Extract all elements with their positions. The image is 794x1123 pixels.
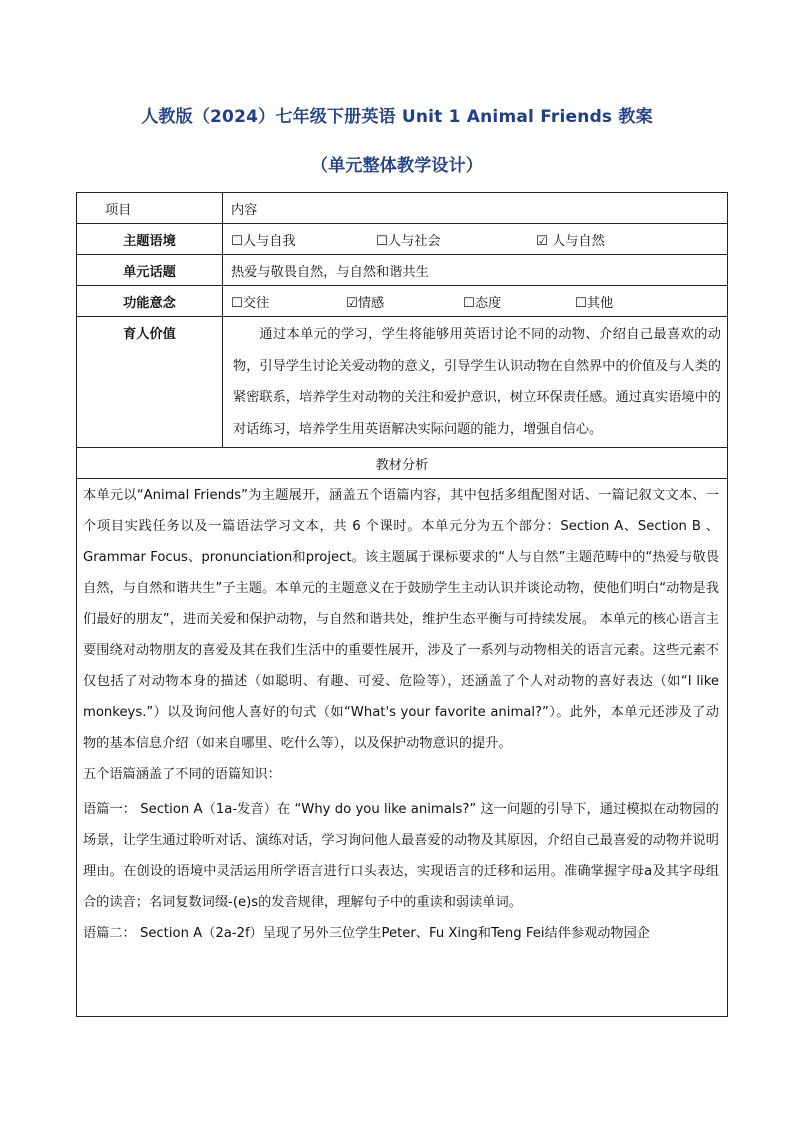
- checkbox-icon[interactable]: ☐: [231, 233, 243, 249]
- function-label: 功能意念: [77, 286, 223, 317]
- table-row: [77, 448, 728, 479]
- document-subtitle: （单元整体教学设计）: [311, 156, 483, 176]
- document-title: 人教版（2024）七年级下册英语 Unit 1 Animal Friends 教案: [141, 107, 653, 127]
- checkbox-checked-icon[interactable]: ☑: [536, 233, 548, 249]
- analysis-paragraph-text2: 语篇二： Section A（2a-2f）呈现了另外三位学生Peter、Fu Xing和Teng Fei结伴参观动物园企: [83, 926, 650, 941]
- theme-option-nature[interactable]: ☑ 人与自然: [536, 233, 605, 249]
- checkbox-icon: ☐: [231, 295, 243, 311]
- table-row: [77, 224, 728, 255]
- checkbox-icon[interactable]: ☐: [376, 233, 388, 249]
- function-option-attitude[interactable]: ☐态度: [463, 295, 502, 311]
- function-option-emotion[interactable]: ☑情感: [346, 295, 385, 311]
- theme-option-self[interactable]: ☐人与自我: [231, 233, 296, 249]
- function-option-communication[interactable]: ☐交往: [231, 295, 270, 311]
- analysis-paragraph-intro: 五个语篇涵盖了不同的语篇知识：: [83, 767, 281, 782]
- analysis-paragraph-text1: 语篇一： Section A（1a-发音）在 “Why do you like animals?” 这一问题的引导下，通过模拟在动物园的场景，让学生通过聆听对话、演练对话，学习询问他人最喜爱的动物及其原因，介绍自己最喜爱的动物并说明理由。在创设的语境中灵活运用所学语言进行口头表达，实现语言的迁移和运用。准确掌握字母a及其字母组合的读音；名词复数词缀-(e)s的发音规律，理解句子中的重读和弱读单词。: [83, 802, 719, 910]
- table-row: [77, 317, 728, 448]
- header-value: 内容: [223, 193, 728, 224]
- value-text: 通过本单元的学习，学生将能够用英语讨论不同的动物、介绍自己最喜欢的动物，引导学生讨论关爱动物的意义，引导学生认识动物在自然界中的价值及与人类的紧密联系，培养学生对动物的关注和爱护意识，树立环保责任感。通过真实语境中的对话练习，培养学生用英语解决实际问题的能力，增强自信心。: [223, 317, 728, 448]
- analysis-heading: 教材分析: [77, 448, 728, 479]
- function-option-other[interactable]: ☐其他: [575, 295, 614, 311]
- table-row: [77, 479, 728, 1017]
- topic-label: 单元话题: [77, 255, 223, 286]
- theme-label: 主题语境: [77, 224, 223, 255]
- table-row: [77, 193, 728, 224]
- theme-options: [223, 224, 728, 255]
- value-label: 育人价值: [77, 317, 223, 448]
- analysis-paragraph-overview: 本单元以“Animal Friends”为主题展开，涵盖五个语篇内容，其中包括多组配图对话、一篇记叙文文本、一个项目实践任务以及一篇语法学习文本，共 6 个课时。本单元分为五个部分：Section A、Section B 、Grammar Focus、pronunciation和project。该主题属于课标要求的“人与自然”主题范畴中的“热爱与敬畏自然，与自然和谐共生”子主题。本单元的主题意义在于鼓励学生主动认识并谈论动物，使他们明白“动物是我们最好的朋友”，进而关爱和保护动物，与自然和谐共处，维护生态平衡与可持续发展。 本单元的核心语言主要围绕对动物朋友的喜爱及其在我们生活中的重要性展开，涉及了一系列与动物相关的语言元素。这些元素不仅包括了对动物本身的描述（如聪明、有趣、可爱、危险等），还涵盖了个人对动物的喜好表达（如“I like monkeys.”）以及询问他人喜好的句式（如“What's your favorite animal?”）。此外，本单元还涉及了动物的基本信息介绍（如来自哪里、吃什么等），以及保护动物意识的提升。: [83, 488, 719, 751]
- function-options: [223, 286, 728, 317]
- checkbox-icon: ☐: [463, 295, 475, 311]
- analysis-body: [77, 479, 728, 1017]
- topic-value: 热爱与敬畏自然，与自然和谐共生: [223, 255, 728, 286]
- theme-option-society[interactable]: ☐人与社会: [376, 233, 441, 249]
- header-label: 项目: [77, 193, 223, 224]
- table-row: [77, 286, 728, 317]
- checkbox-checked-icon: ☑: [346, 295, 358, 311]
- checkbox-icon: ☐: [575, 295, 587, 311]
- table-row: [77, 255, 728, 286]
- lesson-plan-table: [76, 192, 728, 1017]
